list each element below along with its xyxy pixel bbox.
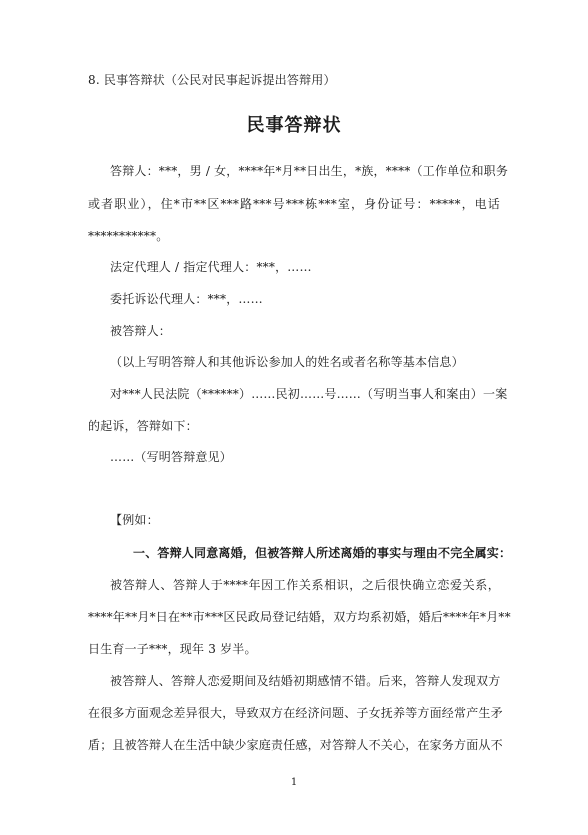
document-title: 民事答辩状 (246, 115, 342, 136)
document-caption: 8. 民事答辩状（公民对民事起诉提出答辩用） (88, 73, 336, 87)
paragraph-line: 在很多方面观念差异很大，导致双方在经济问题、子女抚养等方面经常产生矛 (88, 706, 503, 720)
paragraph-line: 的起诉，答辩如下： (88, 419, 198, 433)
paragraph-line: 委托诉讼代理人：***，…… (110, 292, 263, 306)
paragraph-line: 对***人民法院（******）……民初……号……（写明当事人和案由）一案 (110, 387, 508, 401)
paragraph-line: 法定代理人 / 指定代理人：***，…… (110, 260, 312, 274)
section-heading: 一、答辩人同意离婚，但被答辩人所述离婚的事实与理由不完全属实： (133, 546, 512, 560)
paragraph-line: （以上写明答辩人和其他诉讼参加人的姓名或者名称等基本信息） (110, 355, 464, 369)
paragraph-line: 被答辩人： (110, 324, 172, 338)
paragraph-line: ***********。 (88, 229, 169, 243)
page-number: 1 (290, 777, 298, 788)
paragraph-line: 被答辩人、答辩人恋爱期间及结婚初期感情不错。后来，答辩人发现双方 (110, 674, 501, 688)
paragraph-line: 日生育一子***，现年 3 岁半。 (88, 642, 257, 656)
example-marker: 【例如： (110, 513, 159, 527)
paragraph-line: 被答辩人、答辩人于****年因工作关系相识，之后很快确立恋爱关系， (110, 578, 500, 592)
paragraph-line: ****年**月*日在**市***区民政局登记结婚，双方均系初婚，婚后****年*月** (88, 610, 511, 624)
paragraph-line: ……（写明答辩意见） (110, 450, 233, 464)
paragraph-line: 或者职业），住*市**区***路***号***栋***室，身份证号：*****，电话 (88, 197, 500, 211)
paragraph-line: 盾；且被答辩人在生活中缺少家庭责任感，对答辩人不关心，在家务方面从不 (88, 738, 503, 752)
paragraph-line: 答辩人：***，男 / 女，****年*月**日出生，*族，****（工作单位和职务 (110, 164, 509, 178)
